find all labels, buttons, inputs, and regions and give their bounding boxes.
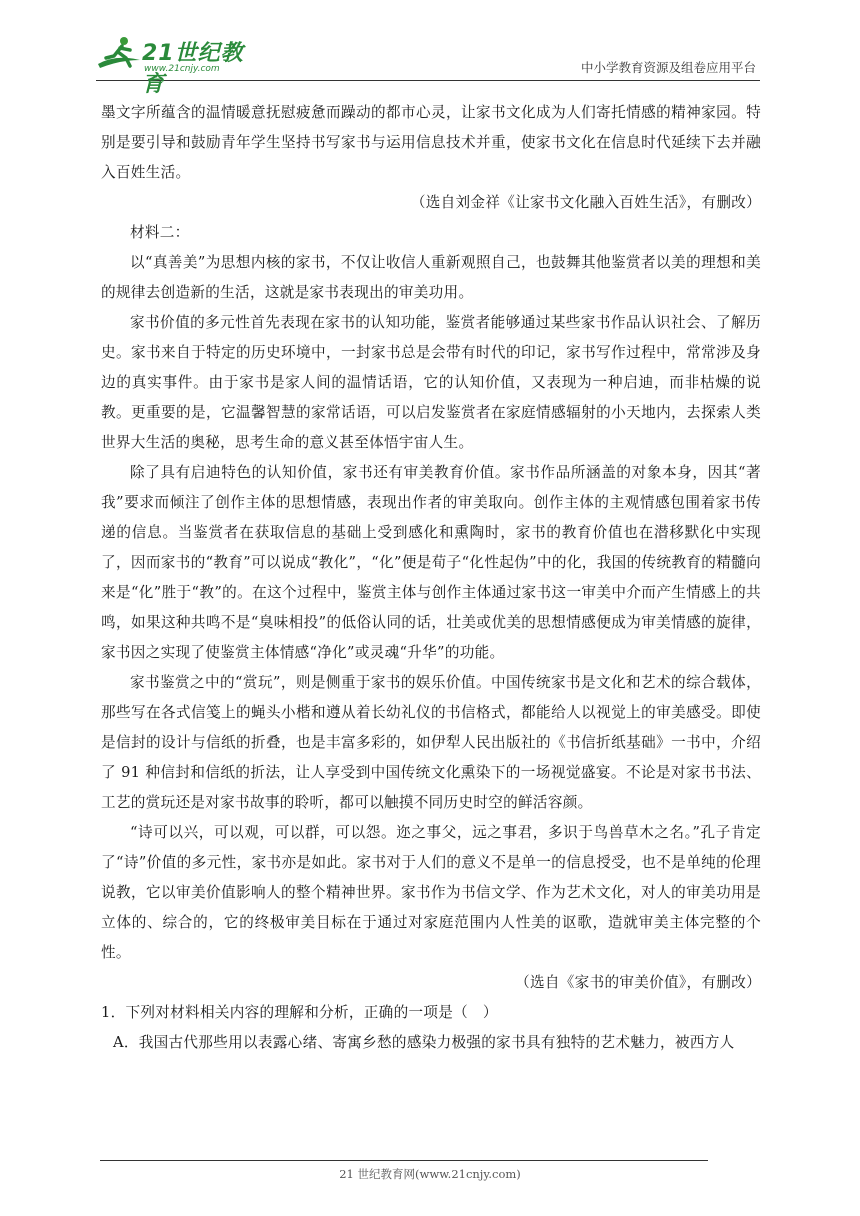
logo-url: www.21cnjy.com: [144, 64, 220, 74]
footer-divider: [100, 1160, 708, 1161]
document-body: [101, 98, 761, 1058]
runner-logo-icon: [96, 34, 142, 76]
platform-name: 中小学教育资源及组卷应用平台: [580, 60, 756, 75]
page-header: [96, 34, 760, 97]
paragraph-continued: 墨文字所蕴含的温情暖意抚慰疲惫而躁动的都市心灵，让家书文化成为人们寄托情感的精神家园。特别是要引导和鼓励青年学生坚持书写家书与运用信息技术并重，使家书文化在信息时代延续下去并融入百姓生活。: [101, 104, 761, 181]
question-1: 1．下列对材料相关内容的理解和分析，正确的一项是（ ）: [101, 1004, 498, 1021]
paragraph-2: 以“真善美”为思想内核的家书，不仅让收信人重新观照自己，也鼓舞其他鉴赏者以美的理想和美的规律去创造新的生活，这就是家书表现出的审美功用。: [101, 254, 761, 301]
paragraph-5: 家书鉴赏之中的“赏玩”，则是侧重于家书的娱乐价值。中国传统家书是文化和艺术的综合载体，那些写在各式信笺上的蝇头小楷和遵从着长幼礼仪的书信格式，都能给人以视觉上的审美感受。即使是信封的设计与信纸的折叠，也是丰富多彩的，如伊犁人民出版社的《书信折纸基础》一书中，介绍了 91 种信封和信纸的折法，让人享受到中国传统文化熏染下的一场视觉盛宴。不论是对家书书法、工艺的赏玩还是对家书故事的聆听，都可以触摸不同历史时空的鲜活容颜。: [101, 674, 761, 811]
paragraph-4: 除了具有启迪特色的认知价值，家书还有审美教育价值。家书作品所涵盖的对象本身，因其“著我”要求而倾注了创作主体的思想情感，表现出作者的审美取向。创作主体的主观情感包围着家书传递的信息。当鉴赏者在获取信息的基础上受到感化和熏陶时，家书的教育价值也在潜移默化中实现了，因而家书的“教育”可以说成“教化”，“化”便是荀子“化性起伪”中的化，我国的传统教育的精髓向来是“化”胜于“教”的。在这个过程中，鉴赏主体与创作主体通过家书这一审美中介而产生情感上的共鸣，如果这种共鸣不是“臭味相投”的低俗认同的话，壮美或优美的思想情感便成为审美情感的旋律，家书因之实现了使鉴赏主体情感“净化”或灵魂“升华”的功能。: [101, 464, 761, 661]
source-citation-2: （选自《家书的审美价值》，有删改）: [515, 974, 761, 991]
paragraph-6: “诗可以兴，可以观，可以群，可以怨。迩之事父，远之事君，多识于鸟兽草木之名。”孔子肯定了“诗”价值的多元性，家书亦是如此。家书对于人们的意义不是单一的信息授受，也不是单纯的伦理说教，它以审美价值影响人的整个精神世界。家书作为书信文学、作为艺术文化，对人的审美功用是立体的、综合的，它的终极审美目标在于通过对家庭范围内人性美的讴歌，造就审美主体完整的个性。: [101, 824, 761, 961]
logo-text: 21世纪教育: [142, 41, 244, 97]
material-2-label: 材料二：: [130, 224, 190, 241]
question-1-option-a: A．我国古代那些用以表露心绪、寄寓乡愁的感染力极强的家书具有独特的艺术魅力，被西方人: [113, 1034, 735, 1051]
paragraph-3: 家书价值的多元性首先表现在家书的认知功能，鉴赏者能够通过某些家书作品认识社会、了解历史。家书来自于特定的历史环境中，一封家书总是会带有时代的印记，家书写作过程中，常常涉及身边的真实事件。由于家书是家人间的温情话语，它的认知价值，又表现为一种启迪，而非枯燥的说教。更重要的是，它温馨智慧的家常话语，可以启发鉴赏者在家庭情感辐射的小天地内，去探索人类世界大生活的奥秘，思考生命的意义甚至体悟宇宙人生。: [101, 314, 761, 451]
logo: [96, 34, 266, 97]
page-footer: 21 世纪教育网(www.21cnjy.com): [339, 1167, 521, 1181]
source-citation-1: （选自刘金祥《让家书文化融入百姓生活》，有删改）: [410, 194, 761, 211]
